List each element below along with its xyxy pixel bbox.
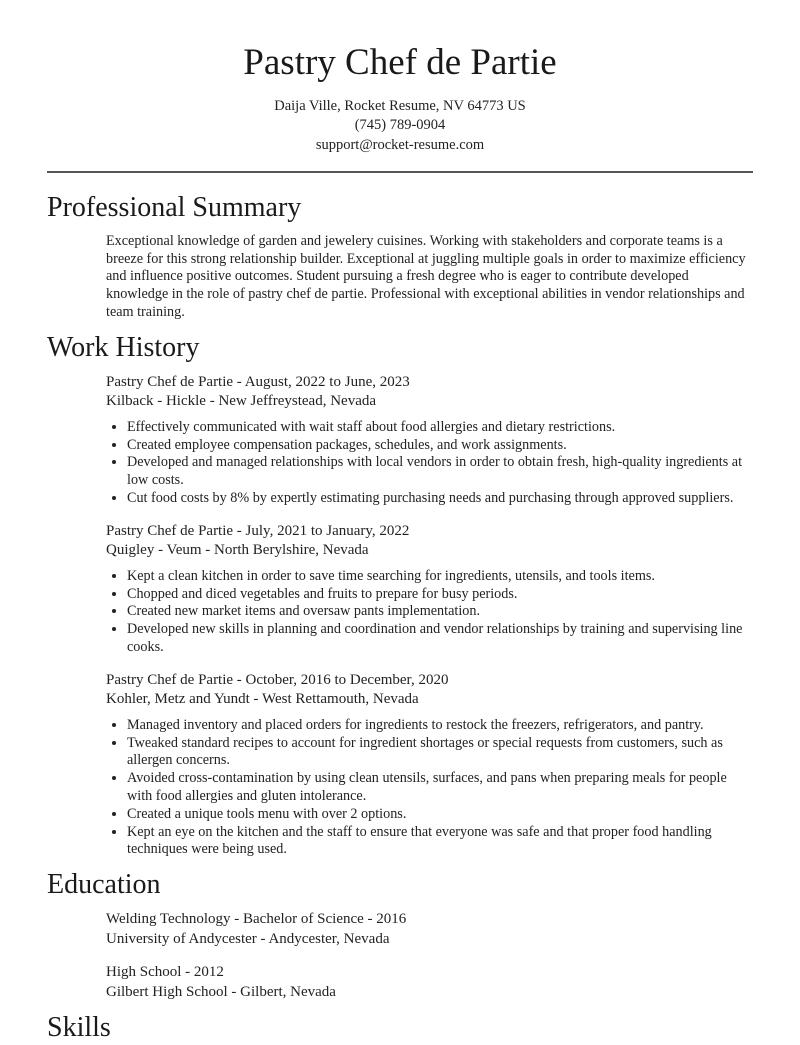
job-bullet: • Created employee compensation packages, schedules, and work assignments. xyxy=(127,437,753,455)
education-entry xyxy=(106,963,753,1002)
job-bullets xyxy=(106,717,753,859)
job-bullet: • Effectively communicated with wait staff about food allergies and dietary restrictions. xyxy=(127,419,753,437)
degree-line: High School - 2012 xyxy=(106,964,224,981)
job-company-line: Kilback - Hickle - New Jeffreystead, Nevada xyxy=(106,393,377,410)
job-title-line: Pastry Chef de Partie - October, 2016 to December, 2020 xyxy=(106,671,449,688)
job-title-line: Pastry Chef de Partie - July, 2021 to January, 2022 xyxy=(106,522,410,539)
summary-heading: Professional Summary xyxy=(47,191,302,223)
summary-text: Exceptional knowledge of garden and jewelery cuisines. Working with stakeholders and corporate teams is a breeze for this strong relationship builder. Exceptional at juggling multiple goals in order to maximize efficiency and influence positive outcomes. Student pursuing a fresh degree who is eager to contribute developed knowledge in the role of pastry chef de partie. Professional with exceptional abilities in vendor relationships and team training. xyxy=(106,232,746,321)
school-line: University of Andycester - Andycester, Nevada xyxy=(106,930,390,947)
work-history-heading: Work History xyxy=(47,331,200,363)
education-list xyxy=(106,910,753,1002)
job-bullet: • Avoided cross-contamination by using clean utensils, surfaces, and pans when preparing meals for people with food allergies and gluten intolerance. xyxy=(127,770,753,806)
education-heading: Education xyxy=(47,869,161,901)
header-divider xyxy=(47,171,753,173)
job-bullets xyxy=(106,568,753,657)
school-line: Gilbert High School - Gilbert, Nevada xyxy=(106,983,336,1000)
job-company-line: Kohler, Metz and Yundt - West Rettamouth, Nevada xyxy=(106,691,419,708)
job-bullet: • Developed and managed relationships with local vendors in order to obtain fresh, high-quality ingredients at low costs. xyxy=(127,454,753,490)
job-bullet: • Managed inventory and placed orders for ingredients to restock the freezers, refrigerators, and pantry. xyxy=(127,717,753,735)
job-title-line: Pastry Chef de Partie - August, 2022 to June, 2023 xyxy=(106,373,410,390)
job-entry xyxy=(106,522,753,657)
job-bullet: • Tweaked standard recipes to account for ingredient shortages or special requests from customers, such as allergen concerns. xyxy=(127,735,753,771)
job-entry xyxy=(106,373,753,508)
degree-line: Welding Technology - Bachelor of Science - 2016 xyxy=(106,911,407,928)
job-bullet: • Cut food costs by 8% by expertly estimating purchasing needs and purchasing through approved suppliers. xyxy=(127,490,753,508)
email: support@rocket-resume.com xyxy=(315,136,485,153)
job-bullet: • Kept a clean kitchen in order to save time searching for ingredients, utensils, and tools items. xyxy=(127,568,753,586)
education-entry xyxy=(106,910,753,949)
job-bullets xyxy=(106,419,753,508)
resume-title: Pastry Chef de Partie xyxy=(243,42,557,83)
job-bullet: • Developed new skills in planning and coordination and vendor relationships by training and supervising line cooks. xyxy=(127,621,753,657)
job-bullet: • Created a unique tools menu with over 2 options. xyxy=(127,806,753,824)
job-company-line: Quigley - Veum - North Berylshire, Nevada xyxy=(106,542,369,559)
address: Daija Ville, Rocket Resume, NV 64773 US xyxy=(274,98,526,114)
contact-info xyxy=(47,97,753,155)
skills-heading: Skills xyxy=(47,1012,111,1044)
phone: (745) 789-0904 xyxy=(354,117,446,134)
job-entry xyxy=(106,671,753,859)
job-bullet: • Kept an eye on the kitchen and the staff to ensure that everyone was safe and that proper food handling techniques were being used. xyxy=(127,824,753,860)
job-bullet: • Created new market items and oversaw pants implementation. xyxy=(127,603,753,621)
job-bullet: • Chopped and diced vegetables and fruits to prepare for busy periods. xyxy=(127,586,753,604)
work-history-list xyxy=(106,373,753,859)
